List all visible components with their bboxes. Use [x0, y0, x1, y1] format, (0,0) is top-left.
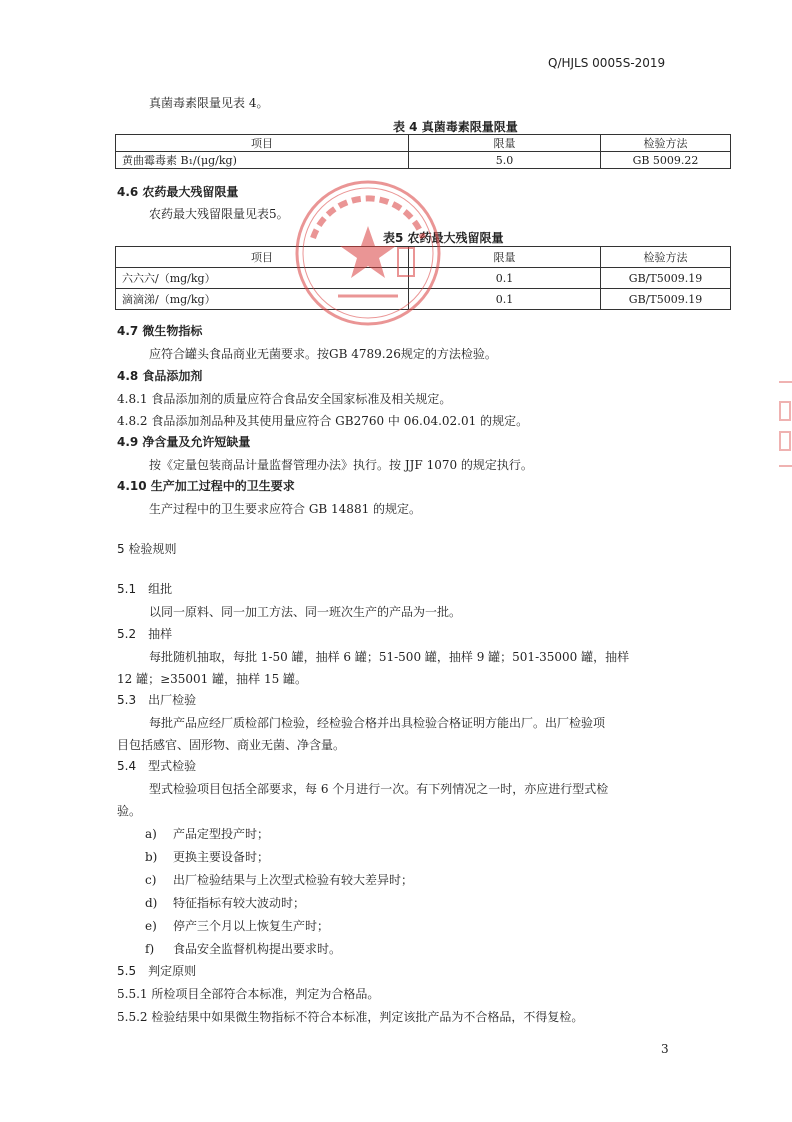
section-4-7-text: 应符合罐头食品商业无菌要求。按GB 4789.26规定的方法检验。 [149, 347, 497, 361]
table4-cell-method: GB 5009.22 [601, 152, 731, 169]
table5-header-item: 项目 [116, 247, 409, 268]
table4 [115, 134, 731, 169]
document-code: Q/HJLS 0005S-2019 [548, 56, 666, 70]
section-5-5-2-text: 5.5.2 检验结果中如果微生物指标不符合本标准，判定该批产品为不合格品，不得复检。 [117, 1010, 584, 1024]
table5-caption: 表5 农药最大残留限量 [383, 231, 504, 245]
table5-cell-item: 滴滴涕/（mg/kg） [116, 289, 409, 310]
section-5-1-heading: 5.1 组批 [117, 582, 173, 596]
list-item-text: 特征指标有较大波动时； [173, 896, 306, 910]
section-5-heading: 5 检验规则 [117, 542, 177, 556]
list-marker: b) [145, 850, 158, 864]
table4-header-method: 检验方法 [601, 135, 731, 152]
list-item-text: 产品定型投产时； [173, 827, 270, 841]
table4-cell-item: 黄曲霉毒素 B₁/(μg/kg) [116, 152, 409, 169]
table5-cell-method: GB/T5009.19 [601, 289, 731, 310]
list-item [145, 871, 413, 888]
section-5-2-heading: 5.2 抽样 [117, 627, 173, 641]
section-5-3-heading: 5.3 出厂检验 [117, 693, 197, 707]
section-4-9-text: 按《定量包装商品计量监督管理办法》执行。按 JJF 1070 的规定执行。 [149, 458, 533, 472]
section-5-5-heading: 5.5 判定原则 [117, 964, 197, 978]
section-5-1-text: 以同一原料、同一加工方法、同一班次生产的产品为一批。 [149, 605, 462, 619]
table5-cell-limit: 0.1 [409, 289, 601, 310]
section-5-2-line2: 12 罐；≥35001 罐，抽样 15 罐。 [117, 672, 308, 686]
list-item [145, 848, 269, 865]
section-5-4-line2: 验。 [117, 804, 142, 818]
page-number: 3 [661, 1042, 669, 1056]
list-marker: f) [145, 942, 155, 956]
list-marker: e) [145, 919, 157, 933]
section-4-6-heading: 4.6 农药最大残留限量 [117, 185, 239, 199]
list-item [145, 940, 341, 957]
table4-header-row [116, 135, 731, 152]
section-4-10-heading: 4.10 生产加工过程中的卫生要求 [117, 479, 295, 493]
list-item [145, 894, 305, 911]
table4-header-limit: 限量 [409, 135, 601, 152]
list-item-text: 食品安全监督机构提出要求时。 [173, 942, 342, 956]
intro-table4-text: 真菌毒素限量见表 4。 [149, 96, 269, 110]
list-marker: c) [145, 873, 157, 887]
section-5-5-1-text: 5.5.1 所检项目全部符合本标准，判定为合格品。 [117, 987, 380, 1001]
table5-cell-method: GB/T5009.19 [601, 268, 731, 289]
section-4-7-heading: 4.7 微生物指标 [117, 324, 203, 338]
table-row [116, 152, 731, 169]
table5-cell-limit: 0.1 [409, 268, 601, 289]
table5-header-method: 检验方法 [601, 247, 731, 268]
list-item [145, 825, 269, 842]
list-item [145, 917, 329, 934]
section-5-3-line2: 目包括感官、固形物、商业无菌、净含量。 [117, 738, 346, 752]
section-4-6-text: 农药最大残留限量见表5。 [149, 207, 289, 221]
table5-cell-item: 六六六/（mg/kg） [116, 268, 409, 289]
section-4-9-heading: 4.9 净含量及允许短缺量 [117, 435, 251, 449]
section-4-10-text: 生产过程中的卫生要求应符合 GB 14881 的规定。 [149, 502, 422, 516]
list-item-text: 更换主要设备时； [173, 850, 270, 864]
edge-seal-fragment [775, 380, 792, 470]
section-5-2-line1: 每批随机抽取，每批 1-50 罐，抽样 6 罐；51-500 罐，抽样 9 罐；501-35000 罐，抽样 [149, 650, 630, 664]
list-item-text: 停产三个月以上恢复生产时； [173, 919, 330, 933]
table4-cell-limit: 5.0 [409, 152, 601, 169]
list-marker: a) [145, 827, 157, 841]
table5-header-limit: 限量 [409, 247, 601, 268]
section-4-8-heading: 4.8 食品添加剂 [117, 369, 203, 383]
list-marker: d) [145, 896, 158, 910]
section-4-8-1-text: 4.8.1 食品添加剂的质量应符合食品安全国家标准及相关规定。 [117, 392, 452, 406]
section-4-8-2-text: 4.8.2 食品添加剂品种及其使用量应符合 GB2760 中 06.04.02.01 的规定。 [117, 414, 529, 428]
list-item-text: 出厂检验结果与上次型式检验有较大差异时； [173, 873, 414, 887]
section-5-3-line1: 每批产品应经厂质检部门检验，经检验合格并出具检验合格证明方能出厂。出厂检验项 [149, 716, 606, 730]
table4-header-item: 项目 [116, 135, 409, 152]
section-5-4-heading: 5.4 型式检验 [117, 759, 197, 773]
section-5-4-line1: 型式检验项目包括全部要求，每 6 个月进行一次。有下列情况之一时，亦应进行型式检 [149, 782, 609, 796]
company-seal-stamp [293, 178, 443, 328]
table4-caption: 表 4 真菌毒素限量限量 [393, 120, 518, 134]
